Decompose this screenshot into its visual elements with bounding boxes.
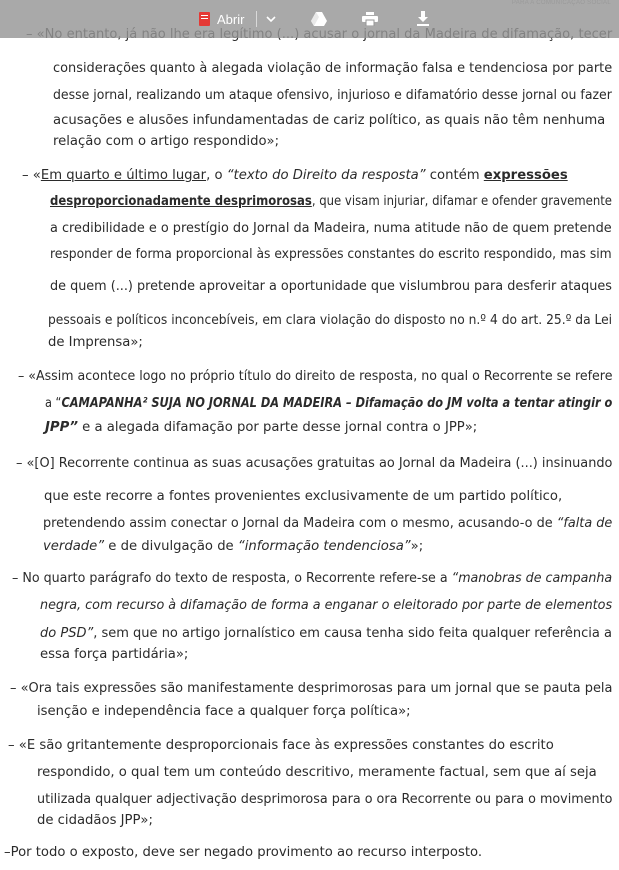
bold-italic-text: JPP” bbox=[45, 420, 78, 435]
text-line: – «Assim acontece logo no próprio título do direito de resposta, no qual o Recorrente se refere bbox=[18, 369, 613, 384]
text-run: contém bbox=[425, 168, 484, 183]
document-header-stamp: PARA A COMUNICAÇÃO SOCIAL bbox=[511, 0, 611, 6]
text-line: relação com o artigo respondido»; bbox=[53, 134, 280, 149]
text-line: de quem (...) pretende aproveitar a oportunidade que vislumbrou para desferir ataques bbox=[50, 279, 612, 294]
italic-text: “manobras de campanha bbox=[451, 571, 613, 586]
italic-text: do PSD” bbox=[40, 626, 94, 641]
text-run: pretendendo assim conectar o Jornal da Madeira com o mesmo, acusando-o de bbox=[43, 516, 557, 531]
text-line bbox=[45, 420, 477, 436]
text-line: de Imprensa»; bbox=[48, 335, 143, 350]
text-line: a credibilidade e o prestígio do Jornal da Madeira, numa atitude não de quem pretende bbox=[50, 221, 612, 236]
text-run: , sem que no artigo jornalístico em causa tenha sido feita qualquer referência a bbox=[93, 626, 612, 641]
download-icon bbox=[416, 11, 430, 27]
bold-underlined-text: expressões bbox=[483, 168, 568, 183]
text-line bbox=[12, 571, 612, 587]
text-line: responder de forma proporcional às expressões constantes do escrito respondido, mas sim bbox=[50, 247, 612, 262]
text-run: e de divulgação de bbox=[104, 539, 238, 554]
bold-underlined-text: desproporcionadamente desprimorosas bbox=[50, 194, 312, 209]
text-run: , o bbox=[206, 168, 227, 183]
text-line: – «Ora tais expressões são manifestamente desprimorosas para um jornal que se pauta pela bbox=[10, 681, 613, 696]
text-line: – «E são gritantemente desproporcionais face às expressões constantes do escrito bbox=[8, 738, 554, 753]
text-line bbox=[45, 396, 612, 412]
print-icon bbox=[362, 12, 378, 26]
toolbar-divider bbox=[256, 11, 257, 27]
add-to-drive-button[interactable] bbox=[310, 0, 328, 38]
text-run: – « bbox=[22, 168, 41, 183]
text-line: isenção e independência face a qualquer força política»; bbox=[37, 704, 411, 719]
drive-icon bbox=[310, 11, 328, 27]
text-line bbox=[22, 168, 568, 184]
italic-text: verdade” bbox=[43, 539, 105, 554]
text-run: , que visam injuriar, difamar e ofender gravemente bbox=[311, 194, 613, 209]
text-run: »; bbox=[410, 539, 424, 554]
text-line: considerações quanto à alegada violação de informação falsa e tendenciosa por parte bbox=[53, 61, 613, 76]
text-line bbox=[43, 539, 423, 555]
text-line: respondido, o qual tem um conteúdo descritivo, meramente factual, sem que aí seja bbox=[37, 765, 597, 780]
text-line: de cidadãos JPP»; bbox=[37, 813, 153, 828]
download-button[interactable] bbox=[416, 0, 430, 38]
text-run: a “ bbox=[45, 396, 62, 411]
open-with-button[interactable] bbox=[199, 0, 244, 38]
text-line: que este recorre a fontes provenientes exclusivamente de um partido político, bbox=[44, 489, 563, 504]
text-line: acusações e alusões infundamentadas de cariz político, as quais não têm nenhuma bbox=[53, 113, 606, 128]
underlined-text: Em quarto e último lugar bbox=[40, 168, 207, 183]
text-line bbox=[40, 626, 612, 642]
text-run: e a alegada difamação por parte desse jornal contra o JPP»; bbox=[77, 420, 478, 435]
print-button[interactable] bbox=[362, 0, 378, 38]
text-line: – «[O] Recorrente continua as suas acusações gratuitas ao Jornal da Madeira (...) insinuando bbox=[16, 456, 613, 471]
text-line: –Por todo o exposto, deve ser negado provimento ao recurso interposto. bbox=[4, 845, 483, 860]
text-line bbox=[40, 598, 612, 614]
open-with-label: Abrir bbox=[217, 11, 245, 27]
chevron-down-icon bbox=[266, 16, 276, 23]
text-line: pessoais e políticos inconcebíveis, em clara violação do disposto no n.º 4 do art. 25.º da Lei bbox=[48, 313, 613, 328]
italic-text: negra, com recurso à difamação de forma a enganar o eleitorado por parte de elementos bbox=[40, 598, 613, 613]
text-line bbox=[50, 194, 612, 210]
text-line: utilizada qualquer adjectivação desprimorosa para o ora Recorrente ou para o movimento bbox=[37, 792, 613, 807]
italic-text: “informação tendenciosa” bbox=[237, 539, 411, 554]
bold-italic-text: CAMAPANHA² SUJA NO JORNAL DA MADEIRA – Difamação do JM volta a tentar atingir o bbox=[61, 396, 613, 411]
italic-text: “texto do Direito da resposta” bbox=[226, 168, 426, 183]
text-run: – No quarto parágrafo do texto de resposta, o Recorrente refere-se a bbox=[12, 571, 452, 586]
text-line bbox=[43, 516, 612, 532]
italic-text: “falta de bbox=[556, 516, 613, 531]
open-menu-chevron[interactable] bbox=[266, 0, 276, 38]
text-line: essa força partidária»; bbox=[40, 647, 189, 662]
pdf-icon bbox=[199, 12, 210, 26]
text-line: desse jornal, realizando um ataque ofensivo, injurioso e difamatório desse jornal ou fazer bbox=[53, 88, 612, 103]
